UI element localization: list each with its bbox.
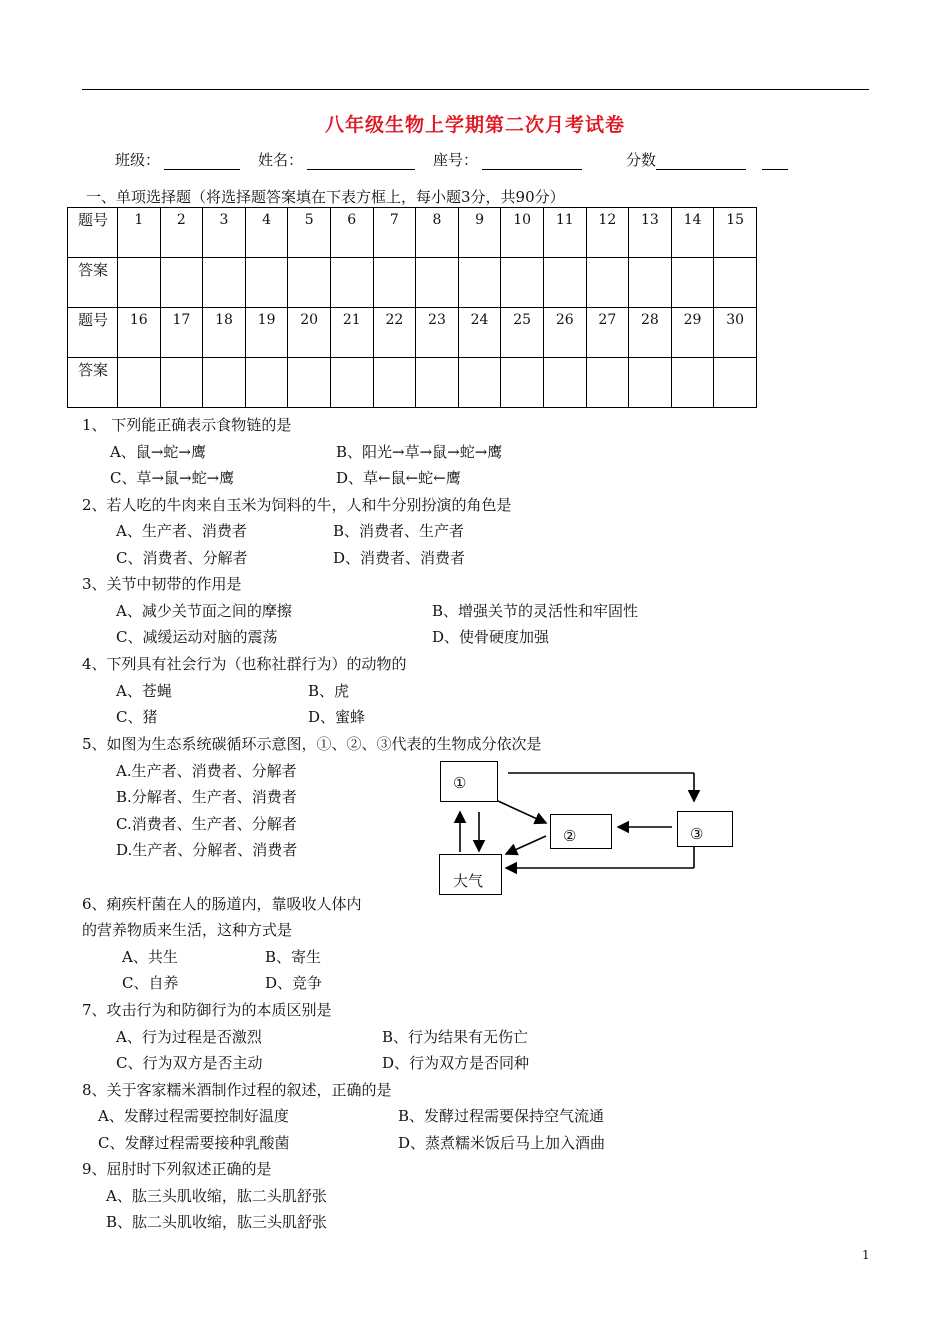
q9-option-a[interactable]: A、肱三头肌收缩，肱二头肌舒张 (106, 1187, 327, 1205)
q-number: 9 (458, 208, 501, 258)
question-3-stem: 3、关节中韧带的作用是 (82, 575, 242, 593)
question-6-stem-cont: 的营养物质来生活，这种方式是 (82, 921, 293, 939)
q-number: 16 (118, 308, 161, 358)
q1-option-a[interactable]: A、鼠→蛇→鹰 (110, 443, 206, 461)
question-1-stem: 1、 下列能正确表示食物链的是 (82, 416, 292, 434)
question-9-stem: 9、屈肘时下列叙述正确的是 (82, 1160, 272, 1178)
q7-option-c[interactable]: C、行为双方是否主动 (116, 1054, 263, 1072)
q-number: 18 (203, 308, 246, 358)
q-number: 14 (671, 208, 714, 258)
q3-option-d[interactable]: D、使骨硬度加强 (432, 628, 550, 646)
q5-option-b[interactable]: B.分解者、生产者、消费者 (116, 788, 297, 806)
q-number: 10 (501, 208, 544, 258)
q-number: 23 (416, 308, 459, 358)
question-8-stem: 8、关于客家糯米酒制作过程的叙述，正确的是 (82, 1081, 392, 1099)
q-number: 5 (288, 208, 331, 258)
question-6-stem: 6、痢疾杆菌在人的肠道内，靠吸收人体内 (82, 895, 362, 913)
q-number: 13 (629, 208, 672, 258)
q3-option-a[interactable]: A、减少关节面之间的摩擦 (116, 602, 292, 620)
score-field[interactable]: 分数 (626, 149, 788, 170)
name-field[interactable]: 姓名： (258, 149, 415, 170)
q4-option-c[interactable]: C、猪 (116, 708, 158, 726)
q5-option-a[interactable]: A.生产者、消费者、分解者 (116, 762, 297, 780)
q4-option-a[interactable]: A、苍蝇 (116, 682, 172, 700)
node-2: ② (550, 814, 612, 849)
question-5-stem: 5、如图为生态系统碳循环示意图，①、②、③代表的生物成分依次是 (82, 735, 542, 753)
q8-option-a[interactable]: A、发酵过程需要控制好温度 (98, 1107, 289, 1125)
q7-option-d[interactable]: D、行为双方是否同种 (382, 1054, 530, 1072)
node-atmosphere: 大气 (439, 854, 502, 895)
q-number: 30 (714, 308, 757, 358)
q4-option-b[interactable]: B、虎 (308, 682, 350, 700)
q-number: 12 (586, 208, 629, 258)
class-field[interactable]: 班级： (115, 149, 240, 170)
q-number: 15 (714, 208, 757, 258)
node-3: ③ (677, 811, 733, 847)
q6-option-a[interactable]: A、共生 (122, 948, 178, 966)
q6-option-b[interactable]: B、寄生 (265, 948, 322, 966)
q5-option-d[interactable]: D.生产者、分解者、消费者 (116, 841, 298, 859)
q8-option-d[interactable]: D、蒸煮糯米饭后马上加入酒曲 (398, 1134, 606, 1152)
question-2-stem: 2、若人吃的牛肉来自玉米为饲料的牛，人和牛分别扮演的角色是 (82, 496, 512, 514)
q-number: 1 (118, 208, 161, 258)
q2-option-a[interactable]: A、生产者、消费者 (116, 522, 247, 540)
answer-header: 答案 (68, 358, 118, 408)
q1-option-c[interactable]: C、草→鼠→蛇→鹰 (110, 469, 235, 487)
question-4-stem: 4、下列具有社会行为（也称社群行为）的动物的 (82, 655, 407, 673)
node-1: ① (440, 761, 498, 802)
q-number: 19 (245, 308, 288, 358)
answer-header: 答案 (68, 258, 118, 308)
q-number: 22 (373, 308, 416, 358)
q7-option-b[interactable]: B、行为结果有无伤亡 (382, 1028, 529, 1046)
q-number: 7 (373, 208, 416, 258)
q-number: 20 (288, 308, 331, 358)
page-number: 1 (862, 1248, 870, 1262)
q5-option-c[interactable]: C.消费者、生产者、分解者 (116, 815, 297, 833)
q-number: 24 (458, 308, 501, 358)
q2-option-c[interactable]: C、消费者、分解者 (116, 549, 248, 567)
q-number: 21 (330, 308, 373, 358)
q2-option-d[interactable]: D、消费者、消费者 (333, 549, 466, 567)
q7-option-a[interactable]: A、行为过程是否激烈 (116, 1028, 262, 1046)
q-number: 8 (416, 208, 459, 258)
q2-option-b[interactable]: B、消费者、生产者 (333, 522, 465, 540)
q3-option-b[interactable]: B、增强关节的灵活性和牢固性 (432, 602, 639, 620)
section-heading: 一、单项选择题（将选择题答案填在下表方框上，每小题3分，共90分） (86, 188, 565, 206)
question-7-stem: 7、攻击行为和防御行为的本质区别是 (82, 1001, 332, 1019)
q-number: 26 (543, 308, 586, 358)
q-number: 27 (586, 308, 629, 358)
q-number: 2 (160, 208, 203, 258)
question-number-header: 题号 (68, 208, 118, 258)
q-number: 17 (160, 308, 203, 358)
q-number: 4 (245, 208, 288, 258)
q-number: 25 (501, 308, 544, 358)
seat-field[interactable]: 座号： (433, 149, 582, 170)
question-number-header: 题号 (68, 308, 118, 358)
q-number: 6 (330, 208, 373, 258)
q3-option-c[interactable]: C、减缓运动对脑的震荡 (116, 628, 278, 646)
q4-option-d[interactable]: D、蜜蜂 (308, 708, 366, 726)
q8-option-b[interactable]: B、发酵过程需要保持空气流通 (398, 1107, 605, 1125)
q-number: 29 (671, 308, 714, 358)
q-number: 28 (629, 308, 672, 358)
page-title: 八年级生物上学期第二次月考试卷 (324, 114, 625, 136)
q-number: 3 (203, 208, 246, 258)
q1-option-b[interactable]: B、阳光→草→鼠→蛇→鹰 (336, 443, 503, 461)
q6-option-c[interactable]: C、自养 (122, 974, 179, 992)
q9-option-b[interactable]: B、肱二头肌收缩，肱三头肌舒张 (106, 1213, 328, 1231)
q-number: 11 (543, 208, 586, 258)
q8-option-c[interactable]: C、发酵过程需要接种乳酸菌 (98, 1134, 290, 1152)
q1-option-d[interactable]: D、草←鼠←蛇←鹰 (336, 469, 461, 487)
q6-option-d[interactable]: D、竞争 (265, 974, 323, 992)
